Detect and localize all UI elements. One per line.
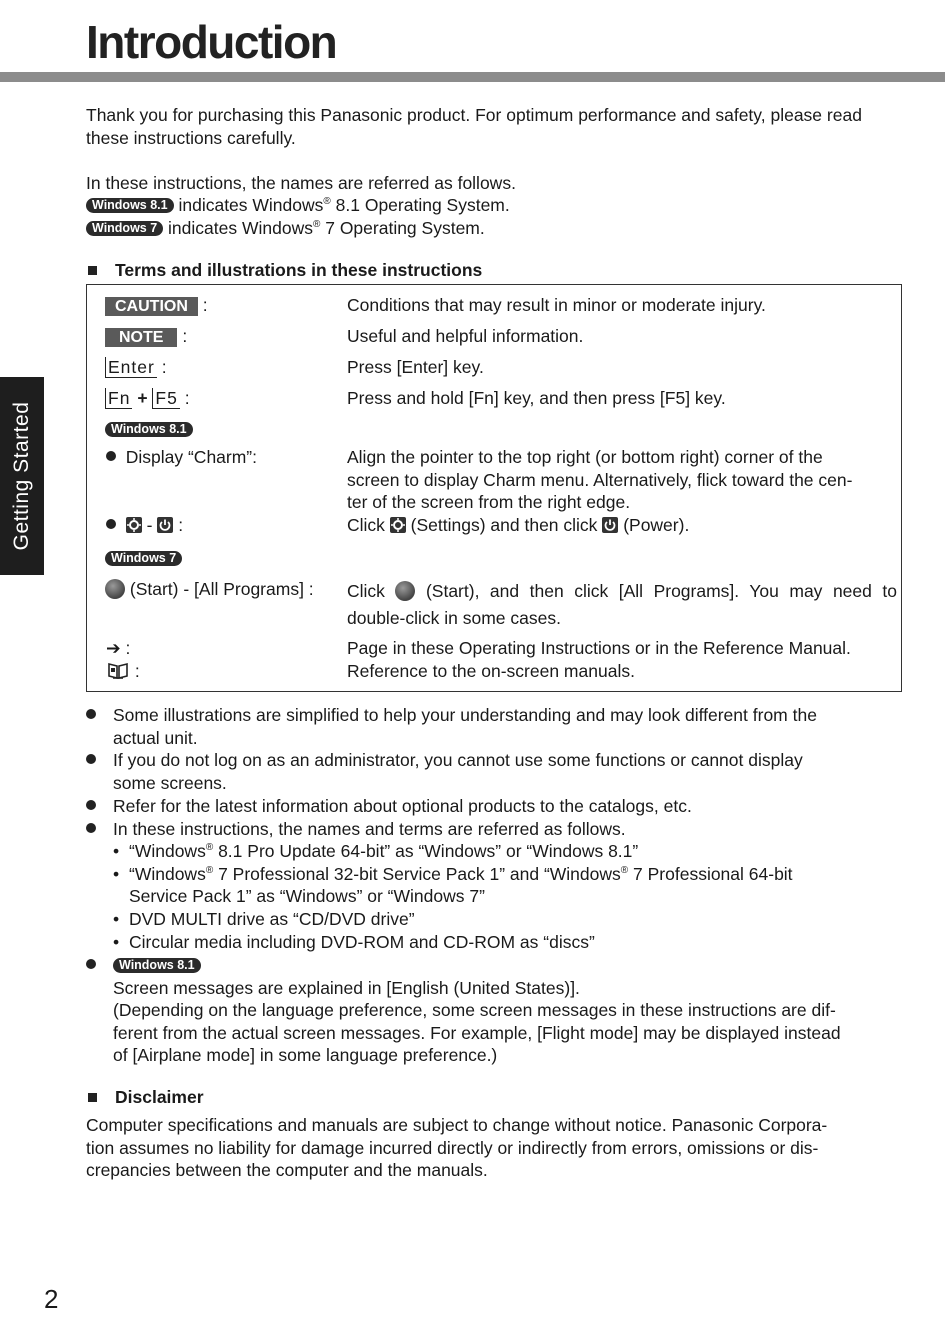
arrow-desc: Page in these Operating Instructions or in the Reference Manual. — [347, 638, 851, 658]
sub-list-item: • “Windows® 7 Professional 32-bit Service Pack 1” and “Windows® 7 Professional 64-bit — [113, 864, 793, 884]
start-term: (Start) - [All Programs] : — [105, 578, 314, 601]
settings-desc: Click (Settings) and then click (Power). — [347, 515, 690, 535]
terms-win81-badge: Windows 8.1 — [105, 418, 193, 441]
charm-desc: Align the pointer to the top right (or bottom right) corner of the screen to display Charm menu. Alternatively, flick toward the cen- ter of the screen from the right edge. — [347, 447, 853, 512]
arrow-term: ➔ : — [106, 638, 131, 658]
intro-win81-line: Windows 8.1 indicates Windows® 8.1 Operating System. — [86, 194, 510, 217]
page-number: 2 — [44, 1284, 59, 1314]
list-item: Refer for the latest information about optional products to the catalogs, etc. — [113, 796, 692, 816]
intro-win7-line: Windows 7 indicates Windows® 7 Operating System. — [86, 217, 485, 240]
bullet-dot-icon — [86, 749, 96, 772]
windows-81-badge: Windows 8.1 — [86, 198, 174, 213]
arrow-right-icon: ➔ — [106, 638, 121, 658]
sub-list-item: • Circular media including DVD-ROM and CD-ROM as “discs” — [113, 932, 595, 952]
windows-start-icon — [395, 581, 415, 601]
fn-term: Fn + F5 : — [105, 387, 190, 410]
power-icon — [602, 517, 618, 533]
bullet-dot-icon — [86, 704, 96, 727]
side-tab — [0, 377, 44, 575]
intro-names-line: In these instructions, the names are referred as follows. — [86, 173, 516, 193]
windows-7-badge: Windows 7 — [86, 221, 163, 236]
enter-key: Enter — [105, 357, 157, 378]
bullet-dot-icon — [86, 795, 96, 818]
terms-win7-badge: Windows 7 — [105, 547, 182, 570]
windows-start-icon — [105, 579, 125, 599]
manual-desc: Reference to the on-screen manuals. — [347, 661, 635, 681]
start-desc: Click (Start), and then click [All Programs]. You may need to double-click in some cases. — [347, 581, 897, 628]
side-tab-label: Getting Started — [9, 401, 33, 551]
note-desc: Useful and helpful information. — [347, 326, 584, 346]
list-item: If you do not log on as an administrator, you cannot use some functions or cannot display some screens. — [113, 750, 803, 793]
enter-desc: Press [Enter] key. — [347, 357, 484, 377]
page-title: Introduction — [86, 16, 337, 68]
section-heading-terms: Terms and illustrations in these instructions — [88, 259, 482, 282]
windows-81-badge: Windows 8.1 — [113, 958, 201, 973]
square-bullet-icon — [88, 266, 97, 275]
list-item: Some illustrations are simplified to help your understanding and may look different from the actual unit. — [113, 705, 817, 748]
caution-desc: Conditions that may result in minor or moderate injury. — [347, 295, 766, 315]
intro-paragraph: Thank you for purchasing this Panasonic product. For optimum performance and safety, please read these instructions carefully. — [86, 105, 862, 148]
fn-key: Fn — [105, 388, 132, 409]
square-bullet-icon — [88, 1093, 97, 1102]
caution-label: CAUTION — [105, 297, 198, 316]
power-icon — [157, 517, 173, 533]
fn-desc: Press and hold [Fn] key, and then press [F5] key. — [347, 388, 726, 408]
list-item: In these instructions, the names and terms are referred as follows. — [113, 819, 626, 839]
onscreen-manual-icon — [106, 661, 130, 681]
caution-term: CAUTION : — [105, 294, 208, 317]
bullet-dot-icon — [106, 519, 116, 529]
note-label: NOTE — [105, 328, 177, 347]
charm-term: Display “Charm”: — [106, 446, 257, 469]
title-rule — [0, 72, 945, 82]
sub-list-item-cont: Service Pack 1” as “Windows” or “Windows 7” — [129, 886, 485, 906]
enter-term: Enter : — [105, 356, 167, 379]
note-term: NOTE : — [105, 325, 187, 348]
disclaimer-text: Computer specifications and manuals are subject to change without notice. Panasonic Corpora- tion assumes no liability for damage incurred directly or indirectly from errors, omissions or dis- crepancies between the computer and the manuals. — [86, 1115, 828, 1180]
settings-term: - : — [106, 514, 183, 537]
section-heading-disclaimer: Disclaimer — [88, 1086, 204, 1109]
f5-key: F5 — [152, 388, 179, 409]
settings-gear-icon — [126, 517, 142, 533]
sub-list-item: • DVD MULTI drive as “CD/DVD drive” — [113, 909, 415, 929]
settings-gear-icon — [390, 517, 406, 533]
manual-term: : — [106, 660, 140, 683]
bullet-dot-icon — [86, 954, 96, 977]
bullet-dot-icon — [86, 818, 96, 841]
list-item: Windows 8.1 Screen messages are explained in [English (United States)]. (Depending on the language preference, some screen messages in these instructions are dif- ferent from the actual screen messages. For example, [Flight mode] may be displayed instead of [Airplane mode] in some language preference.) — [113, 958, 841, 1065]
bullet-dot-icon — [106, 451, 116, 461]
sub-list-item: • “Windows® 8.1 Pro Update 64-bit” as “Windows” or “Windows 8.1” — [113, 841, 639, 861]
